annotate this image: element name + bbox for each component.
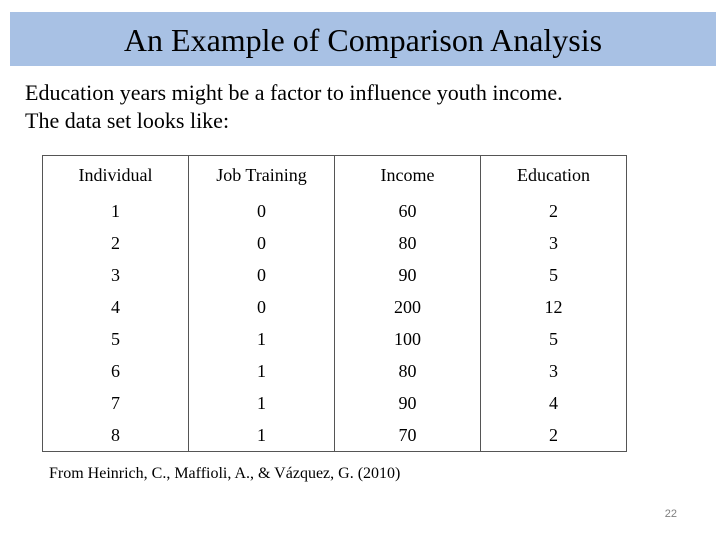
title-bar — [10, 12, 716, 66]
table-row — [43, 195, 627, 227]
table-cell: 80 — [335, 355, 481, 387]
intro-line: The data set looks like: — [25, 108, 230, 133]
table-cell: 60 — [335, 195, 481, 227]
table-row — [43, 227, 627, 259]
table-cell: 5 — [481, 323, 627, 355]
table-cell: 1 — [189, 387, 335, 419]
column-header-individual: Individual — [43, 156, 189, 196]
table-row — [43, 419, 627, 452]
table-cell: 4 — [43, 291, 189, 323]
table-cell: 3 — [43, 259, 189, 291]
data-table — [42, 155, 627, 452]
table-row — [43, 259, 627, 291]
table-row — [43, 323, 627, 355]
source-citation: From Heinrich, C., Maffioli, A., & Vázquez, G. (2010) — [49, 465, 401, 482]
table-cell: 2 — [43, 227, 189, 259]
table-cell: 1 — [189, 419, 335, 452]
table-cell: 5 — [481, 259, 627, 291]
table-cell: 2 — [481, 419, 627, 452]
table-cell: 1 — [189, 323, 335, 355]
intro-line: Education years might be a factor to influence youth income. — [25, 80, 563, 105]
page-number: 22 — [664, 508, 677, 520]
table-cell: 80 — [335, 227, 481, 259]
slide-title: An Example of Comparison Analysis — [123, 22, 603, 58]
table-cell: 0 — [189, 195, 335, 227]
column-header-income: Income — [335, 156, 481, 196]
table-cell: 4 — [481, 387, 627, 419]
table-header-row — [43, 156, 627, 196]
table-cell: 200 — [335, 291, 481, 323]
column-header-job-training: Job Training — [189, 156, 335, 196]
table-cell: 100 — [335, 323, 481, 355]
table-cell: 6 — [43, 355, 189, 387]
table-row — [43, 291, 627, 323]
table-cell: 0 — [189, 259, 335, 291]
table-cell: 90 — [335, 387, 481, 419]
table-cell: 8 — [43, 419, 189, 452]
table-cell: 12 — [481, 291, 627, 323]
table-cell: 1 — [189, 355, 335, 387]
table-cell: 3 — [481, 227, 627, 259]
table-cell: 2 — [481, 195, 627, 227]
table-cell: 0 — [189, 291, 335, 323]
table-cell: 5 — [43, 323, 189, 355]
table-cell: 7 — [43, 387, 189, 419]
column-header-education: Education — [481, 156, 627, 196]
table-cell: 70 — [335, 419, 481, 452]
table-row — [43, 355, 627, 387]
table-body — [43, 195, 627, 452]
intro-text — [25, 79, 705, 135]
table-row — [43, 387, 627, 419]
table-cell: 0 — [189, 227, 335, 259]
table-cell: 90 — [335, 259, 481, 291]
table-cell: 1 — [43, 195, 189, 227]
table-cell: 3 — [481, 355, 627, 387]
